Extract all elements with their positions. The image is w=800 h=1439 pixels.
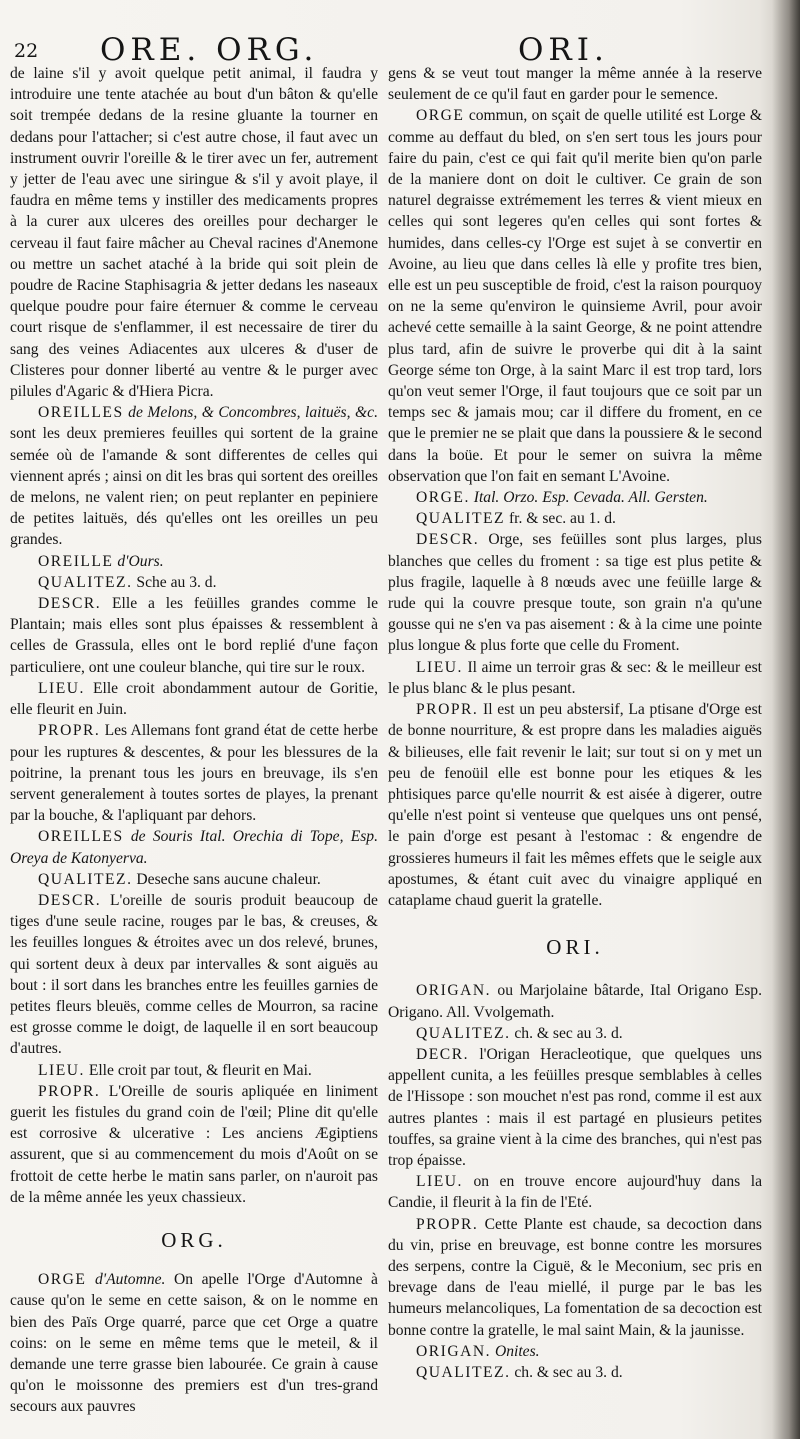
entry-subtitle: Ital. Orzo. Esp. Cevada. All. Gersten. [473, 489, 708, 507]
entry-proprietes [388, 699, 762, 911]
field-label: LIEU. [416, 658, 463, 676]
entry-proprietes [388, 1214, 762, 1341]
entry-title: OREILLES [38, 828, 124, 846]
field-label: PROPR. [416, 1215, 479, 1233]
entry-subtitle: d'Automne. [94, 1271, 166, 1289]
entry-title: ORIGAN. [416, 982, 492, 1000]
field-text: Les Allemans font grand état de cette herbe pour les ruptures & descentes, & pour les blessures de la poitrine, la prenant tous les jours en breuvage, ils s'en servent generalement à toutes sortes de playes, la prenant par la bouche, & l'apliquant par dehors. [10, 722, 378, 825]
entry-proprietes [10, 720, 378, 826]
entry-text: On apelle l'Orge d'Automne à cause qu'on le seme en cette saison, & on le nomme en bien des Païs Orge quarré, parce que cet Orge a quatre coins: on le seme en même tems que le meteil, & il demande une terre grasse bien labourée. Ce grain à cause qu'on le moissonne des premiers est d'un tres-grand secours aux pauvres [10, 1271, 378, 1416]
section-heading-ori: ORI. [546, 935, 604, 960]
paragraph-continuation: de laine s'il y avoit quelque petit animal, il faudra y introduire une tente atachée au bout d'un bâton & qu'elle soit trempée dedans de la resine gluante la tourner en dedans pour l'attacher; si c'est autre chose, il faut avec un instrument ouvrir l'oreille & le tirer avec un fer, autrement y jetter de l'eau avec une siringue & s'il y avoit playe, il faudra en même tems y instiller des medicaments propres à la curer aux ulceres des oreilles pour decharger le cerveau il faut faire mâcher au Cheval racines d'Anemone ou mettre un sachet ataché à la bride qui soit plein de poudre de Racine Staphisagria & jetter dedans les naseaux quelque poudre pour faire éternuer & comme le cerveau court risque de s'enflammer, il est necessaire de tirer du sang des veines Adiacentes aux ulceres & d'user de Clisteres pour donner liberté au ventre & le purger avec pilules d'Agaric & d'Hiera Picra. [10, 65, 378, 401]
entry-qualitez [10, 869, 378, 890]
entry-description [10, 593, 378, 678]
entry-qualitez [10, 572, 378, 593]
field-text: Elle croit abondamment autour de Goritie, elle fleurit en Juin. [10, 679, 378, 719]
entry-title: ORGE. [416, 489, 470, 507]
entry-title: ORGE [38, 1271, 87, 1289]
field-text: Elle a les feüilles grandes comme le Plantain; mais elles sont plus épaisses & ressemblent à celles de Grassula, elles ont le bord replié d'une façon particuliere, ont une couleur blanche, qui tire sur le roux. [10, 595, 378, 676]
field-text: Cette Plante est chaude, sa decoction dans du vin, prise en breuvage, est bonne contre les morsures des serpens, contre la Ciguë, & le Meconium, sec pris en brevage dans de l'eau miellé, il purge par le bas les humeurs melancoliques, La fomentation de sa decoction est bonne contre la gratelle, le mal saint Main, & la jaunisse. [388, 1215, 762, 1339]
entry-oreilles-melons [10, 402, 378, 550]
entry-subtitle: ou Marjolaine bâtarde, Ital Origano Esp. Origano. All. Vvolgemath. [388, 982, 762, 1021]
entry-title: ORGE [416, 107, 465, 125]
entry-text: commun, on sçait de quelle utilité est Lorge & comme au deffaut du bled, on s'en sert tous les jours pour faire du pain, c'est ce qui fait qu'il merite bien qu'on parle de la maniere dont on doit le cultiver. Ce grain de son naturel degraisse extrémement les terres & vient mieux en celles qui sont legeres qu'en celles qui sont fortes & humides, dans celles-cy l'Orge est sujet à se convertir en Avoine, au lieu que dans celles là elle y profite tres bien, elle est un peu susceptible de froid, c'est la raison pourquoy on ne la seme qu'environ le quinsieme Avril, pour avoir achevé cette semaille à la saint George, & ne point attendre plus tard, afin de suivre le proverbe qui dit à la saint George séme ton Orge, à la saint Marc il est trop tard, lors qu'on veut semer l'Orge, il faut toujours que ce soit par un temps sec & jamais mou; car il differe du froment, en ce que le premier ne se plait que dans la poussiere & le second dans la boüe. Et pour le semer on suivra la même observation que l'on fait en semant L'Avoine. [388, 107, 762, 485]
entry-text: sont les deux premieres feuilles qui sortent de la graine semée où de l'amande & sont differentes de celles qui viennent aprés ; ainsi on dit les bras qui sortent des oreilles de melons, ne valent rien; on peut replanter en pepiniere de petites laituës, dés qu'elles ont les oreilles un peu grandes. [10, 425, 378, 549]
field-text: ch. & sec au 3. d. [514, 1363, 623, 1381]
entry-qualitez [388, 1023, 762, 1044]
field-text: L'Oreille de souris apliquée en liniment guerit les fistules du grand coin de l'œil; Pline dit qu'elle est corrosive & ulcerative : Les anciens Ægiptiens assurent, que si au commencement du mois d'Août on se frottoit de cette herbe le matin sans parler, on n'auroit pas de la même année les yeux chassieux. [10, 1082, 378, 1206]
running-head-right: ORI. [518, 32, 609, 68]
entry-lieu [388, 1171, 762, 1213]
entry-origan-onites [388, 1341, 762, 1362]
entry-oreilles-souris [10, 826, 378, 868]
field-label: QUALITEZ. [416, 1363, 511, 1381]
field-text: Elle croit par tout, & fleurit en Mai. [88, 1061, 312, 1079]
running-head-left: ORE. ORG. [100, 32, 319, 68]
field-label: DESCR. [38, 891, 102, 909]
field-label: QUALITEZ. [38, 573, 133, 591]
field-text: l'Origan Heracleotique, que quelques uns appellent cunita, a les feüilles presque semblables à celles de l'Hissope : son mouchet n'est pas rond, comme il est aux autres plantes : mais il est partagé en plusieurs petites touffes, sa graine vient à la cime des branches, qui n'est pas trop épaisse. [388, 1045, 762, 1169]
field-text: on en trouve encore aujourd'huy dans la Candie, il fleurit à la fin de l'Eté. [388, 1173, 762, 1212]
field-label: QUALITEZ [416, 510, 506, 528]
field-text: fr. & sec. au 1. d. [508, 510, 616, 528]
field-text: Il est un peu abstersif, La ptisane d'Orge est de bonne nourriture, & est propre dans les maladies aiguës & bilieuses, elle fait revenir le lait; sur tout si on y met un peu de fenoüil elle est bonne pour les etiques & les phtisiques parce qu'elle nourrit & est aisée à digerer, outre qu'elle n'est point si venteuse que quelques uns ont pensé, le pain d'orge est pesant à l'estomac : & engendre de grossieres humeurs il fait les mêmes effets que le seigle aux apostumes, & étant cuit avec du vinaigre appliqué en cataplame chaud guerit la gratelle. [388, 701, 762, 909]
field-label: PROPR. [416, 701, 479, 719]
entry-subtitle: d'Ours. [117, 552, 164, 570]
page-number: 22 [14, 40, 39, 62]
entry-description [388, 1044, 762, 1171]
field-label: QUALITEZ. [416, 1024, 511, 1042]
field-label: DESCR. [416, 531, 480, 549]
field-text: Sche au 3. d. [136, 573, 217, 591]
entry-orge-commun [388, 105, 762, 487]
field-label: LIEU. [38, 679, 85, 697]
field-text: ch. & sec au 3. d. [514, 1024, 623, 1042]
page-gutter-shadow [772, 0, 800, 1439]
entry-lieu [10, 1060, 378, 1081]
entry-lieu [10, 678, 378, 720]
field-text: Deseche sans aucune chaleur. [136, 870, 321, 888]
field-label: DESCR. [38, 595, 102, 613]
field-text: Il aime un terroir gras & sec: & le meilleur est le plus blanc & le plus pesant. [388, 658, 763, 697]
entry-title: ORIGAN. [416, 1342, 492, 1360]
field-text: L'oreille de souris produit beaucoup de tiges d'une seule racine, rouges par le bas, & creuses, & les feuilles longues & étroites avec un dos relevé, brunes, qui sortent deux à deux par intervalles & sont aiguës au bout : il sort dans les branches entre les feuilles garnies de petites fleurs bleuës, comme celles de Mourron, sa racine est grosse comme le doigt, de laquelle il en sort beaucoup d'autres. [10, 891, 378, 1058]
entry-subtitle: de Souris Ital. Orechia di Tope, Esp. Oreya de Katonyerva. [10, 828, 378, 867]
section-heading-org: ORG. [161, 1227, 227, 1252]
right-column [388, 63, 762, 1383]
entry-subtitle: de Melons, & Concombres, laituës, &c. [128, 404, 378, 422]
entry-lieu [388, 657, 762, 699]
entry-title: OREILLES [38, 404, 124, 422]
entry-qualitez [388, 508, 762, 529]
paragraph-continuation: gens & se veut tout manger la même année à la reserve seulement de ce qu'il faut en garder pour le semence. [388, 65, 762, 104]
entry-description [10, 890, 378, 1060]
left-column [10, 63, 378, 1418]
entry-qualitez [388, 1362, 762, 1383]
entry-title: OREILLE [38, 552, 114, 570]
entry-origan [388, 980, 762, 1022]
entry-description [388, 529, 762, 656]
page-header [8, 26, 768, 66]
entry-orge-automne [10, 1269, 378, 1417]
entry-orge-ital [388, 487, 762, 508]
entry-oreille-ours [10, 551, 378, 572]
field-label: PROPR. [38, 1082, 101, 1100]
field-label: LIEU. [38, 1061, 85, 1079]
field-label: PROPR. [38, 722, 101, 740]
entry-proprietes [10, 1081, 378, 1208]
field-text: Orge, ses feüilles sont plus larges, plus blanches que celles du froment : sa tige est plus petite & plus fragile, laquelle à 8 nœuds avec une feüille large & rude qui la couvre presque toute, son grain n'a qu'une gousse qui ne s'en va pas aisement : & à la cime une pointe plus longue & plus forte que celle du Froment. [388, 531, 762, 655]
field-label: DECR. [416, 1045, 469, 1063]
entry-subtitle: Onites. [494, 1342, 540, 1360]
field-label: QUALITEZ. [38, 870, 133, 888]
field-label: LIEU. [416, 1173, 463, 1191]
